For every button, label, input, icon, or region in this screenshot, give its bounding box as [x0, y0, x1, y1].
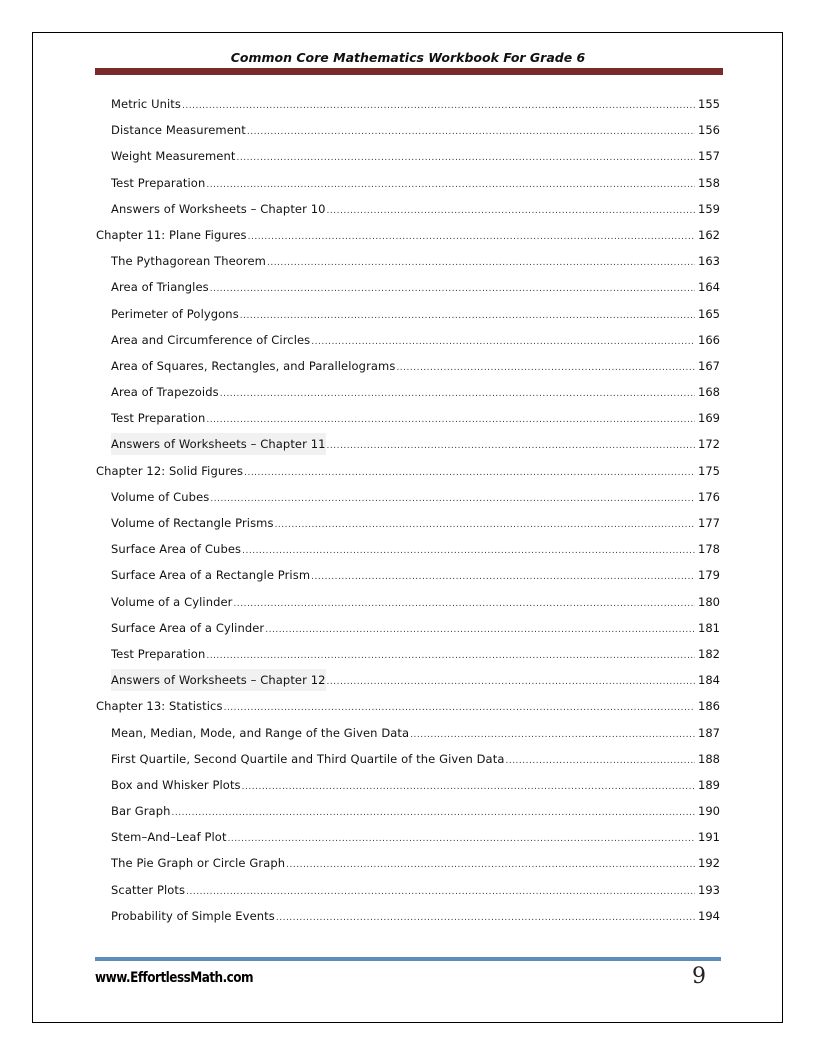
toc-entry-label: Answers of Worksheets – Chapter 11	[111, 433, 326, 455]
toc-entry-label: Test Preparation	[111, 646, 206, 661]
toc-section-entry[interactable]	[96, 198, 720, 224]
toc-dot-leader	[234, 593, 696, 615]
toc-entry-label: Weight Measurement	[111, 149, 236, 164]
toc-entry-page: 187	[698, 725, 720, 740]
toc-section-entry[interactable]	[96, 669, 720, 695]
toc-entry-page: 191	[698, 830, 720, 845]
toc-section-entry[interactable]	[96, 355, 720, 381]
toc-dot-leader	[220, 383, 695, 405]
toc-chapter-entry[interactable]	[96, 224, 720, 250]
toc-entry-page: 159	[698, 201, 720, 216]
toc-entry-page: 158	[698, 175, 720, 190]
toc-entry-page: 182	[698, 646, 720, 661]
toc-section-entry[interactable]	[96, 407, 720, 433]
toc-dot-leader	[276, 907, 695, 929]
footer-divider	[95, 957, 721, 961]
toc-section-entry[interactable]	[96, 879, 720, 905]
toc-dot-leader	[186, 881, 695, 903]
toc-entry-page: 194	[698, 908, 720, 923]
toc-entry-label: Probability of Simple Events	[111, 908, 275, 923]
toc-dot-leader	[410, 724, 695, 746]
toc-dot-leader	[275, 514, 695, 536]
toc-entry-page: 188	[698, 751, 720, 766]
toc-entry-page: 186	[698, 699, 720, 714]
toc-section-entry[interactable]	[96, 433, 720, 459]
toc-dot-leader	[327, 435, 695, 457]
toc-entry-label: Area of Trapezoids	[111, 385, 219, 400]
toc-dot-leader	[267, 252, 695, 274]
toc-section-entry[interactable]	[96, 564, 720, 590]
toc-dot-leader	[210, 488, 695, 510]
toc-entry-page: 193	[698, 882, 720, 897]
toc-dot-leader	[206, 174, 695, 196]
toc-dot-leader	[206, 645, 695, 667]
toc-entry-label: First Quartile, Second Quartile and Third Quartile of the Given Data	[111, 751, 505, 766]
toc-section-entry[interactable]	[96, 486, 720, 512]
toc-section-entry[interactable]	[96, 852, 720, 878]
toc-section-entry[interactable]	[96, 145, 720, 171]
toc-entry-page: 179	[698, 568, 720, 583]
toc-entry-page: 165	[698, 306, 720, 321]
toc-dot-leader	[311, 331, 695, 353]
toc-dot-leader	[265, 619, 695, 641]
toc-entry-label: The Pie Graph or Circle Graph	[111, 856, 286, 871]
toc-entry-label: Metric Units	[111, 97, 182, 111]
toc-entry-label: Chapter 12: Solid Figures	[96, 463, 244, 478]
toc-entry-label: Volume of Cubes	[111, 489, 210, 504]
toc-entry-page: 156	[698, 123, 720, 138]
toc-entry-page: 192	[698, 856, 720, 871]
toc-entry-label: Bar Graph	[111, 804, 171, 819]
toc-section-entry[interactable]	[96, 381, 720, 407]
toc-dot-leader	[505, 750, 695, 772]
toc-section-entry[interactable]	[96, 643, 720, 669]
toc-entry-page: 178	[698, 542, 720, 557]
toc-section-entry[interactable]	[96, 303, 720, 329]
toc-dot-leader	[242, 776, 695, 798]
toc-entry-page: 167	[698, 358, 720, 373]
toc-section-entry[interactable]	[96, 93, 720, 119]
toc-entry-page: 163	[698, 254, 720, 269]
toc-dot-leader	[311, 566, 695, 588]
toc-section-entry[interactable]	[96, 250, 720, 276]
toc-entry-page: 176	[698, 489, 720, 504]
toc-entry-label: Surface Area of Cubes	[111, 542, 242, 557]
toc-entry-page: 172	[698, 437, 720, 452]
toc-entry-label: Answers of Worksheets – Chapter 12	[111, 669, 326, 691]
toc-chapter-entry[interactable]	[96, 460, 720, 486]
toc-entry-label: The Pythagorean Theorem	[111, 254, 266, 269]
toc-entry-page: 177	[698, 516, 720, 530]
toc-dot-leader	[210, 278, 695, 300]
page-number: 9	[692, 964, 706, 989]
toc-entry-page: 157	[698, 149, 720, 164]
toc-dot-leader	[224, 697, 695, 719]
toc-section-entry[interactable]	[96, 774, 720, 800]
toc-entry-label: Chapter 11: Plane Figures	[96, 227, 247, 242]
toc-dot-leader	[327, 671, 695, 693]
toc-section-entry[interactable]	[96, 329, 720, 355]
toc-entry-page: 166	[698, 332, 720, 347]
toc-section-entry[interactable]	[96, 748, 720, 774]
toc-entry-label: Area and Circumference of Circles	[111, 332, 311, 347]
table-of-contents	[96, 93, 720, 931]
toc-entry-label: Volume of Rectangle Prisms	[111, 516, 274, 530]
toc-entry-label: Test Preparation	[111, 411, 206, 426]
toc-section-entry[interactable]	[96, 826, 720, 852]
toc-entry-label: Mean, Median, Mode, and Range of the Given Data	[111, 725, 410, 740]
toc-dot-leader	[236, 147, 695, 169]
toc-section-entry[interactable]	[96, 276, 720, 302]
toc-dot-leader	[286, 854, 695, 876]
toc-dot-leader	[244, 462, 695, 484]
toc-entry-page: 169	[698, 411, 720, 426]
toc-entry-page: 155	[698, 97, 720, 111]
running-header-title: Common Core Mathematics Workbook For Grade 6	[230, 50, 586, 65]
toc-section-entry[interactable]	[96, 800, 720, 826]
toc-section-entry[interactable]	[96, 905, 720, 931]
toc-entry-page: 184	[698, 673, 720, 688]
toc-entry-page: 180	[698, 594, 720, 609]
toc-entry-page: 168	[698, 385, 720, 400]
toc-dot-leader	[396, 357, 695, 379]
toc-entry-label: Chapter 13: Statistics	[96, 699, 223, 714]
toc-entry-label: Test Preparation	[111, 175, 206, 190]
toc-section-entry[interactable]	[96, 617, 720, 643]
toc-entry-label: Answers of Worksheets – Chapter 10	[111, 201, 326, 216]
toc-entry-label: Perimeter of Polygons	[111, 306, 239, 321]
toc-dot-leader	[228, 828, 695, 850]
toc-entry-label: Box and Whisker Plots	[111, 777, 241, 792]
toc-dot-leader	[206, 409, 695, 431]
toc-entry-page: 162	[698, 227, 720, 242]
toc-dot-leader	[182, 95, 695, 117]
toc-entry-label: Surface Area of a Cylinder	[111, 620, 265, 635]
toc-dot-leader	[327, 200, 695, 222]
toc-entry-label: Distance Measurement	[111, 123, 246, 138]
toc-entry-page: 181	[698, 620, 720, 635]
toc-entry-page: 164	[698, 280, 720, 295]
toc-section-entry[interactable]	[96, 172, 720, 198]
toc-entry-page: 190	[698, 804, 720, 819]
toc-section-entry[interactable]	[96, 538, 720, 564]
footer-website: www.EffortlessMath.com	[95, 970, 254, 986]
toc-chapter-entry[interactable]	[96, 695, 720, 721]
toc-entry-label: Stem–And–Leaf Plot	[111, 830, 227, 845]
toc-dot-leader	[248, 226, 695, 248]
toc-entry-label: Surface Area of a Rectangle Prism	[111, 568, 311, 583]
toc-section-entry[interactable]	[96, 119, 720, 145]
toc-entry-page: 189	[698, 777, 720, 792]
toc-entry-label: Area of Triangles	[111, 280, 209, 295]
header-divider	[95, 68, 723, 75]
toc-entry-label: Volume of a Cylinder	[111, 594, 233, 609]
toc-entry-label: Scatter Plots	[111, 882, 186, 897]
toc-entry-label: Area of Squares, Rectangles, and Parallelograms	[111, 358, 396, 373]
toc-dot-leader	[172, 802, 696, 824]
toc-entry-page: 175	[698, 463, 720, 478]
toc-section-entry[interactable]	[96, 722, 720, 748]
toc-section-entry[interactable]	[96, 512, 720, 538]
toc-section-entry[interactable]	[96, 591, 720, 617]
toc-dot-leader	[240, 305, 695, 327]
toc-dot-leader	[247, 121, 695, 143]
toc-dot-leader	[242, 540, 695, 562]
